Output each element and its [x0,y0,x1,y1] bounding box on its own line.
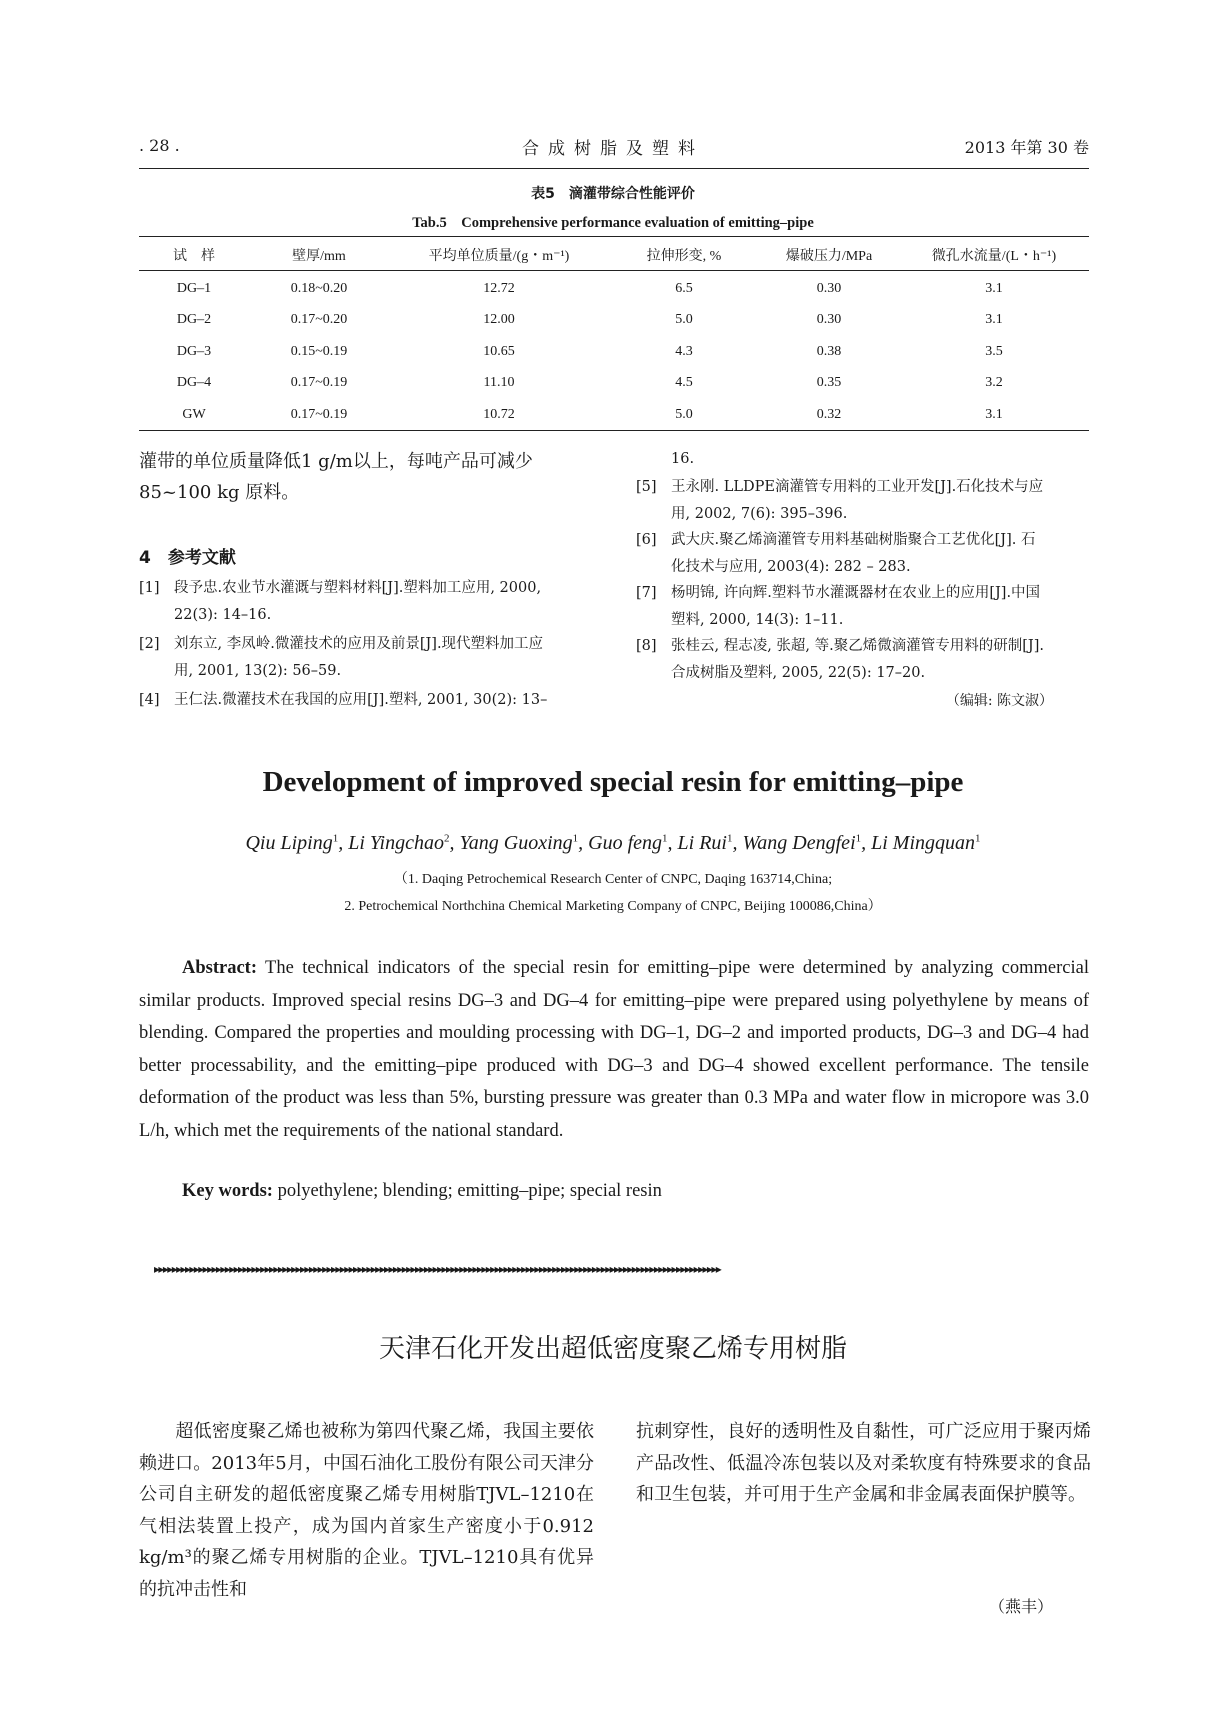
keywords-label: Key words: [182,1181,273,1201]
reference-text: 杨明锦, 许向辉.塑料节水灌溉器材在农业上的应用[J].中国 [671,585,1041,601]
table-cell: DG–3 [176,343,212,359]
reference-item [139,631,599,685]
column-header: 爆破压力/MPa [785,249,873,264]
reference-item [139,687,599,714]
arrow-separator: ▸▸▸▸▸▸▸▸▸▸▸▸▸▸▸▸▸▸▸▸▸▸▸▸▸▸▸▸▸▸▸▸▸▸▸▸▸▸▸▸▸▸▸▸▸▸▸▸▸▸▸▸▸▸▸▸▸▸▸▸▸▸▸▸▸▸▸▸▸▸▸▸▸▸▸▸▸▸▸▸▸▸▸▸▸▸▸▸▸▸▸▸▸▸▸▸▸▸▸▸▸▸▸▸▸▸▸▸▸▸▸▸▸▸▸▸▸▸▸▸▸▸▸▸▸▸▸▸ [154,1262,721,1276]
abstract-label: Abstract: [182,958,258,978]
table-cell: 5.0 [675,312,693,328]
references-heading: 4 参考文献 [139,548,236,568]
reference-item [636,633,1091,687]
reference-item [139,575,599,629]
issue-label: 2013 年第 30 卷 [964,138,1089,157]
table-cell: GW [182,406,206,422]
reference-text: 用, 2001, 13(2): 56–59. [174,663,342,679]
affiliation: （1. Daqing Petrochemical Research Center of CNPC, Daqing 163714,China; [393,872,833,887]
table-cell: 0.32 [816,406,842,422]
reference-number: [6] [636,532,657,548]
reference-number: [4] [139,692,160,708]
reference-item [636,580,1091,634]
table-cell: 6.5 [675,280,693,296]
reference-text: 段予忠.农业节水灌溉与塑料材料[J].塑料加工应用, 2000, [174,580,542,596]
editor-note: （编辑: 陈文淑） [945,693,1053,709]
table-cell: 3.1 [985,312,1003,328]
abstract [139,952,1089,1147]
table-row [139,270,1089,305]
table-cell: 0.17~0.20 [290,312,348,328]
table-cell: 0.30 [816,280,842,296]
author-affiliation-mark: 1 [855,832,862,845]
reference-text: 用, 2002, 7(6): 395–396. [671,506,848,522]
author-name: Li Rui [677,832,727,854]
reference-item [636,474,1091,528]
news-title: 天津石化开发出超低密度聚乙烯专用树脂 [378,1334,847,1364]
reference-text: 王永刚. LLDPE滴灌管专用料的工业开发[J].石化技术与应 [671,479,1044,495]
author-affiliation-mark: 1 [662,832,668,845]
table-cell: 0.35 [816,375,842,391]
table-title-en: Tab.5 Comprehensive performance evaluation of emitting–pipe [412,215,814,231]
author-affiliation-mark: 2 [443,832,450,845]
table-cell: 0.30 [816,312,842,328]
author-name: Li Mingquan [871,832,976,854]
table-cell: 5.0 [675,406,693,422]
table-row [139,399,1089,431]
author-affiliation-mark: 1 [726,832,733,845]
table-cell: 3.1 [985,280,1003,296]
keywords [182,1181,662,1202]
reference-text: 王仁法.微灌技术在我国的应用[J].塑料, 2001, 30(2): 13– [174,692,548,708]
column-header: 拉伸形变, % [646,249,722,264]
reference-number: [8] [636,638,657,654]
table-title-cn: 表5 滴灌带综合性能评价 [531,186,695,202]
abstract-text: The technical indicators of the special resin for emitting–pipe were determined by analyzing commercial similar products. Improved special resins DG–3 and DG–4 for emitting–pipe were prepared using polyethylene by means of blending. Compared the properties and moulding processing with DG–1, DG–2 and imported products, DG–3 and DG–4 had better processability, and the emitting–pipe produced with DG–3 and DG–4 showed excellent performance. The tensile deformation of the product was less than 5%, bursting pressure was greater than 0.3 MPa and water flow in micropore was 3.0 L/h, which met the requirements of the national standard. [139,958,1089,1141]
table-cell: 10.65 [483,343,515,359]
news-signature: （燕丰） [988,1597,1053,1616]
reference-text: 化技术与应用, 2003(4): 282 – 283. [671,559,911,575]
author-affiliation-mark: 1 [572,832,579,845]
author-name: Wang Dengfei [742,832,856,854]
table-cell: DG–1 [176,280,212,296]
body-paragraph: 灌带的单位质量降低1 g/m以上，每吨产品可减少85~100 kg 原料。 [139,451,533,503]
table-cell: DG–2 [176,312,212,328]
performance-table [139,240,1089,431]
table-row [139,336,1089,368]
table-cell: 4.5 [675,375,693,391]
table-cell: 3.5 [985,343,1003,359]
table-cell: 0.18~0.20 [290,280,348,296]
reference-number: [7] [636,585,657,601]
header-rule [139,168,1089,169]
table-cell: 12.72 [483,280,515,296]
reference-text: 武大庆.聚乙烯滴灌管专用料基础树脂聚合工艺优化[J]. 石 [671,532,1036,548]
reference-number: [5] [636,479,657,495]
author-name: Yang Guoxing [459,832,573,854]
reference-text: 塑料, 2000, 14(3): 1–11. [671,612,844,628]
table-cell: 12.00 [483,312,515,328]
table-cell: 0.17~0.19 [290,375,348,391]
reference-text: 合成树脂及塑料, 2005, 22(5): 17–20. [671,665,926,681]
table-top-rule [139,236,1089,237]
author-name: Li Yingchao [348,832,444,854]
reference-continuation: 16. [671,451,695,467]
table-cell: 0.38 [816,343,842,359]
column-header: 微孔水流量/(L・h⁻¹) [931,249,1057,264]
author-name: Qiu Liping [245,832,333,854]
table-cell: 10.72 [483,406,515,422]
table-cell: 0.15~0.19 [290,343,348,359]
author-affiliation-mark: 1 [332,832,339,845]
journal-name: 合成树脂及塑料 [522,139,704,159]
column-header: 试 样 [173,249,215,264]
table-cell: 3.2 [985,375,1003,391]
reference-text: 张桂云, 程志凌, 张超, 等.聚乙烯微滴灌管专用料的研制[J]. [671,638,1044,654]
reference-text: 刘东立, 李凤岭.微灌技术的应用及前景[J].现代塑料加工应 [174,636,544,652]
english-title: Development of improved special resin for emitting–pipe [262,766,964,798]
author-name: Guo feng [588,832,663,854]
table-row [139,368,1089,400]
column-header: 壁厚/mm [292,249,346,264]
author-list: Qiu Liping$^1$, Li Yingchao$^2$, Yang Guoxing$^1$, Guo feng$^1$, Li Rui$^1$, Wang Dengfei$^1$, Li Mingquan$^1$ [245,832,981,854]
table-cell: DG–4 [176,375,212,391]
page-number: . 28 . [139,136,180,155]
keywords-text: polyethylene; blending; emitting–pipe; special resin [272,1181,662,1201]
author-affiliation-mark: 1 [975,832,981,845]
reference-number: [2] [139,636,160,652]
table-header-row [139,240,1089,270]
table-cell: 0.17~0.19 [290,406,348,422]
reference-item [636,527,1091,581]
reference-text: 22(3): 14–16. [174,607,272,623]
news-paragraph: 超低密度聚乙烯也被称为第四代聚乙烯，我国主要依赖进口。2013年5月，中国石油化工股份有限公司天津分公司自主研发的超低密度聚乙烯专用树脂TJVL–1210在气相法装置上投产，成为国内首家生产密度小于0.912 kg/m³的聚乙烯专用树脂的企业。TJVL–1210具有优异的抗冲击性和 [139,1421,594,1600]
column-header: 平均单位质量/(g・m⁻¹) [428,249,570,264]
reference-number: [1] [139,580,160,596]
table-cell: 11.10 [483,375,515,391]
table-row [139,305,1089,337]
table-cell: 3.1 [985,406,1003,422]
news-paragraph: 抗刺穿性，良好的透明性及自黏性，可广泛应用于聚丙烯产品改性、低温冷冻包装以及对柔软度有特殊要求的食品和卫生包装，并可用于生产金属和非金属表面保护膜等。 [636,1421,1091,1505]
affiliation: 2. Petrochemical Northchina Chemical Marketing Company of CNPC, Beijing 100086,China） [344,899,882,914]
table-cell: 4.3 [675,343,693,359]
